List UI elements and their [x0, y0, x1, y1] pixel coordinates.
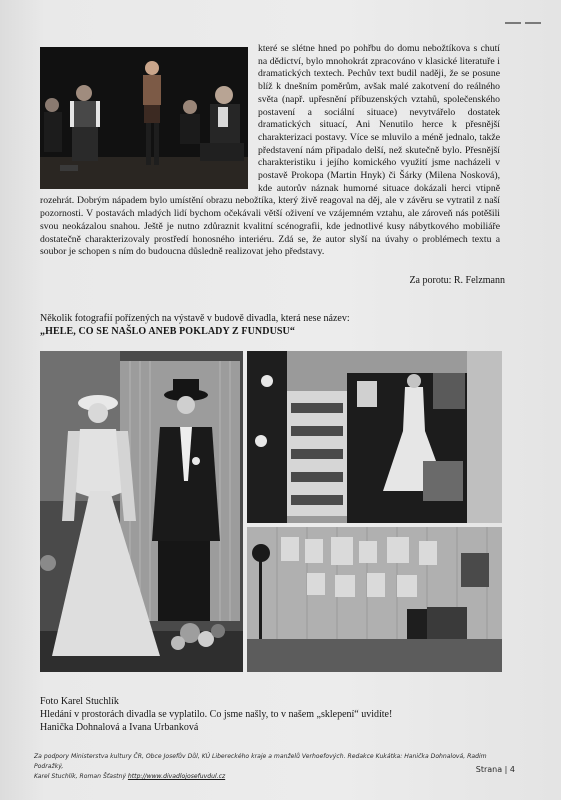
footer-editors: Karel Stuchlík, Roman Šťastný	[34, 773, 126, 780]
credits-caption: Hledání v prostorách divadla se vyplatilo. Co jsme našly, to v našem „sklepení“ uvidíte!	[40, 709, 393, 720]
footer-sponsors: Za podpory Ministerstva kultury ČR, Obce Josefův Důl, KÚ Libereckého kraje a manželů Verhoefových. Redakce Kukátka: Hanička Dohnalová, Radim Podražký,	[34, 753, 487, 770]
exhibition-title: „HELE, CO SE NAŠLO ANEB POKLADY Z FUNDUSU“	[40, 325, 295, 337]
review-text: které se slétne hned po pohřbu do domu nebožtíkova s chutí na dědictví, bylo mnohokrát zpracováno v klasické literatuře i dramatických textech. Pechův text budil naději, že se posune blíž k dnešním poměrům, avšak malé zakotvení do reálného světa (např. upřesnění příbuzenských vztahů, společenského postavení a sociální situace) nevytvářelo dostatek dramatických situací, Ani Nenutilo herce k přesnější charakterizaci postavy. Více se mluvilo a méně jednalo, takže představení nám připadalo delší, než skutečně bylo. Přesnější charakteristiku i jejího komického využití jsme nacházeli v postavě Prokopa (Martin Hnyk) či Šárky (Milena Nosková), kde autorův náznak humorné situace dokázali herci vtipně rozehrát. Dobrým nápadem bylo umístění obrazu nebožtíka, který živě reagoval na děj, ale v závěru se vytratil z naší pozornosti. V postavách mladých lidí bychom očekávali větší oživení ve vzájemném vztahu, ale zároveň nás potěšili svou neokázalou snahou. Ještě je nutno zdůraznit kvalitní scénografii, kde jednotlivé kusy nábytkového mobiliáře dostatečně charakterizovaly prostředí honosného interiéru. Zdá se, že autor slyší na úvahy o problémech textu a soubor je schopen s ním do budoucna důsledně realizovat jeho představy.	[40, 43, 500, 258]
poster-wall-photo	[247, 527, 502, 672]
photographer-credit: Foto Karel Stuchlík	[40, 696, 119, 707]
stage-performance-photo	[40, 47, 248, 189]
credits-authors: Hanička Dohnalová a Ivana Urbanková	[40, 722, 199, 733]
exhibition-intro	[40, 313, 510, 338]
shelf-display-photo	[247, 351, 502, 523]
page-number: Strana | 4	[475, 765, 515, 774]
page-footer	[34, 752, 514, 782]
review-paragraph	[40, 43, 500, 259]
jury-signature: Za porotu: R. Felzmann	[409, 275, 505, 286]
photo-credits	[40, 695, 510, 734]
footer-website-link[interactable]: http://www.divadlojosefuvdul.cz	[127, 773, 226, 780]
exhibition-intro-text: Několik fotografií pořízených na výstavě v budově divadla, která nese název:	[40, 313, 350, 324]
page-corner-mark	[505, 14, 547, 20]
costume-mannequins-photo	[40, 351, 243, 672]
